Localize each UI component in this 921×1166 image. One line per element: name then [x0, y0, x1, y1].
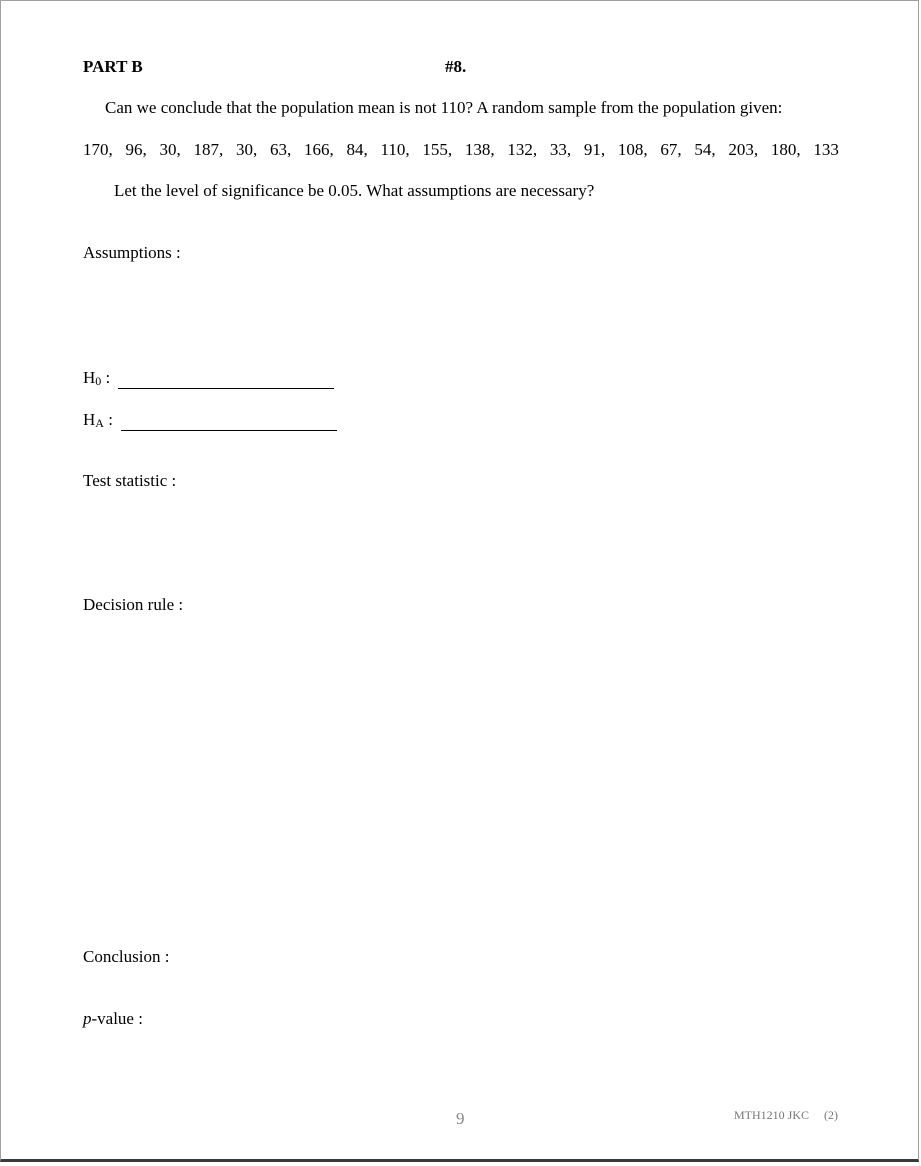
p-value-label	[83, 1009, 143, 1029]
ha-colon: :	[103, 410, 113, 429]
sample-value: 110,	[380, 140, 410, 159]
sample-values	[83, 140, 839, 160]
sample-value: 138,	[464, 140, 495, 159]
sample-value: 54,	[694, 140, 716, 159]
alternative-hypothesis-field	[83, 410, 337, 431]
sample-value: 96,	[125, 140, 147, 159]
decision-rule-label: Decision rule :	[83, 595, 184, 614]
ha-subscript: A	[95, 416, 104, 430]
ha-blank-line	[121, 412, 337, 431]
h0-blank-line	[118, 370, 334, 389]
sample-value: 33,	[549, 140, 572, 159]
sample-value: 180,	[770, 140, 801, 159]
p-value-italic-p: p	[83, 1009, 92, 1028]
sample-value: 203,	[728, 140, 759, 159]
question-text: Can we conclude that the population mean is not 110? A random sample from the population given:	[105, 98, 783, 117]
sample-value: 155,	[422, 140, 453, 159]
sample-value: 133	[813, 140, 839, 159]
sample-value: 170,	[83, 140, 113, 159]
sample-value: 67,	[660, 140, 682, 159]
significance-text: Let the level of significance be 0.05. What assumptions are necessary?	[114, 181, 595, 200]
page-number: 9	[456, 1109, 465, 1128]
test-statistic-label: Test statistic :	[83, 471, 177, 490]
sample-value: 30,	[236, 140, 258, 159]
p-value-rest: -value :	[91, 1009, 143, 1028]
sample-value: 63,	[270, 140, 292, 159]
course-code: MTH1210 JKC (2)	[734, 1108, 838, 1122]
sample-value: 30,	[159, 140, 181, 159]
sample-value: 166,	[304, 140, 334, 159]
null-hypothesis-field	[83, 368, 334, 389]
sample-value: 84,	[346, 140, 368, 159]
conclusion-label: Conclusion :	[83, 947, 170, 966]
sample-value: 132,	[507, 140, 538, 159]
question-number: #8.	[445, 57, 467, 76]
h0-letter: H	[83, 368, 96, 387]
assumptions-label: Assumptions :	[83, 243, 181, 262]
part-heading: PART B	[83, 57, 143, 76]
sample-value: 108,	[617, 140, 648, 159]
sample-value: 187,	[193, 140, 224, 159]
ha-letter: H	[83, 410, 96, 429]
h0-colon: :	[101, 368, 111, 387]
h0-subscript: 0	[95, 374, 102, 388]
sample-value: 91,	[583, 140, 606, 159]
